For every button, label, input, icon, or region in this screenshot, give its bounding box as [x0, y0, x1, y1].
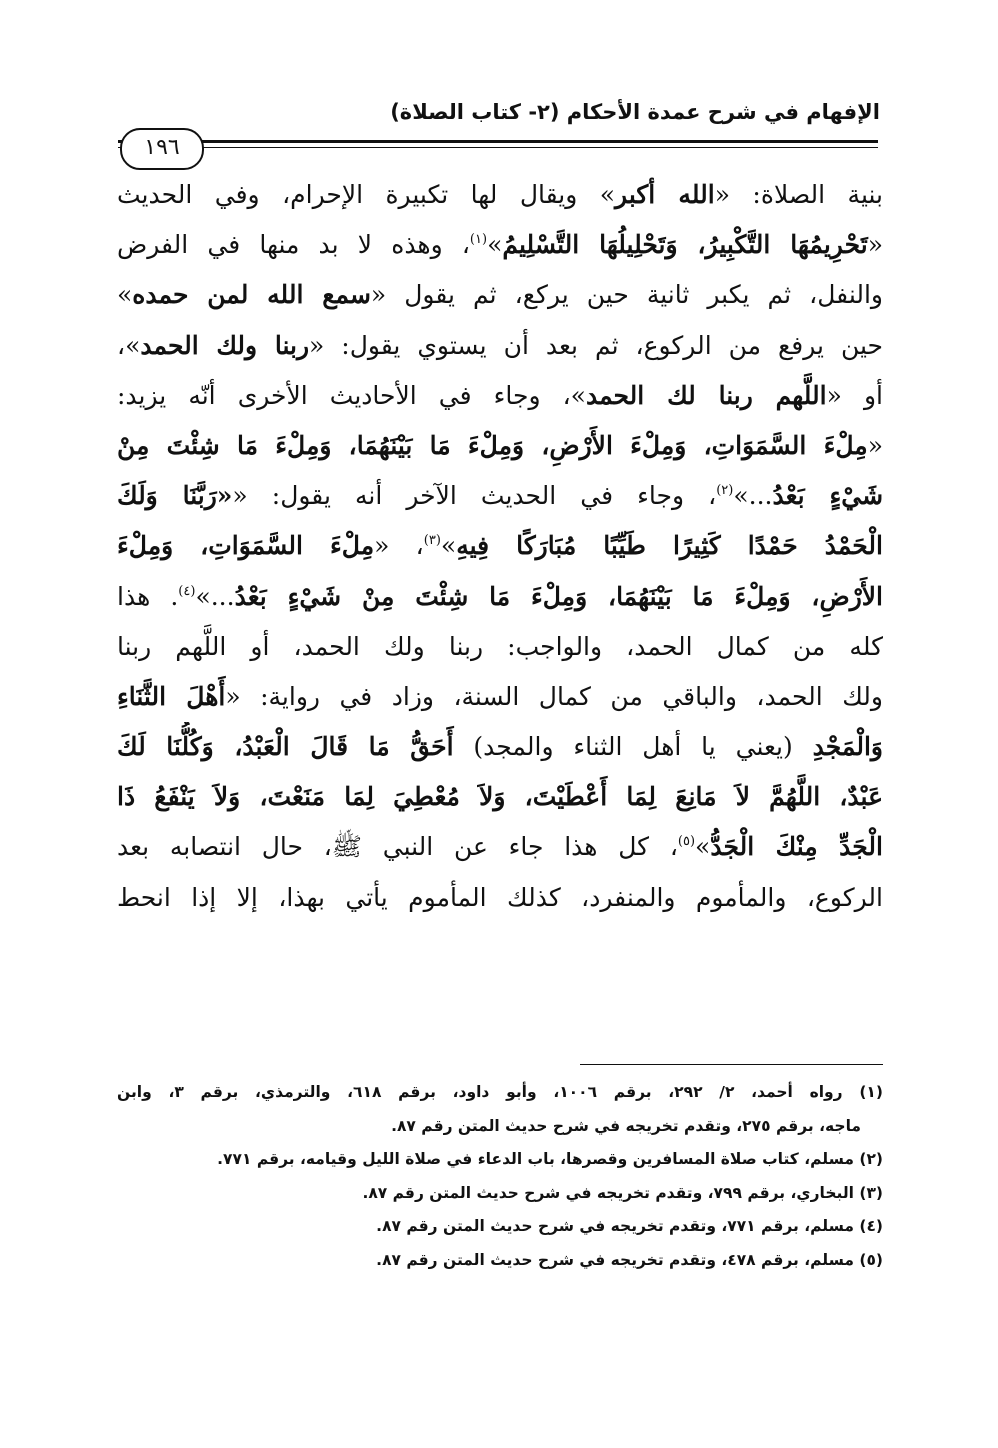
hadith-quote: تَحْرِيمُهَا التَّكْبِيرُ، وَتَحْلِيلُهَا التَّسْلِيمُ — [502, 230, 868, 260]
hadith-quote: مِلْءَ السَّمَوَاتِ، وَمِلْءَ — [117, 531, 375, 561]
footnote-4: (٤) مسلم، برقم ٧٧١، وتقدم تخريجه في شرح حديث المتن رقم ٨٧. — [376, 1217, 883, 1235]
hadith-quote: شَيْءٍ بَعْدُ — [772, 481, 883, 511]
text-line-10: كله من كمال الحمد، والواجب: ربنا ولك الحمد، أو اللَّهم ربنا — [117, 631, 883, 661]
footnote-ref[interactable]: (٤) — [178, 583, 196, 599]
header-rule — [118, 140, 878, 143]
footnote-ref[interactable]: (٣) — [423, 533, 441, 549]
text-line-5: أو «اللَّهم ربنا لك الحمد»، وجاء في الأحاديث الأخرى أنّه يزيد: — [117, 380, 883, 410]
footnote-5: (٥) مسلم، برقم ٤٧٨، وتقدم تخريجه في شرح حديث المتن رقم ٨٧. — [376, 1250, 883, 1269]
text-line-6: «مِلْءَ السَّمَوَاتِ، وَمِلْءَ الأَرْضِ، وَمِلْءَ مَا بَيْنَهُمَا، وَمِلْءَ مَا شِئْتَ مِنْ — [117, 430, 883, 460]
footnote-3: (٣) البخاري، برقم ٧٩٩، وتقدم تخريجه في شرح حديث المتن رقم ٨٧. — [362, 1183, 883, 1202]
emphasis: سمع الله لمن حمده — [132, 280, 371, 310]
text-line-15: الركوع، والمأموم والمنفرد، كذلك المأموم يأتي بهذا، إلا إذا انحط — [117, 882, 883, 912]
footnote-1-continued: ماجه، برقم ٢٧٥، وتقدم تخريجه في شرح حديث المتن رقم ٨٧. — [391, 1116, 861, 1135]
footnote-2: (٢) مسلم، كتاب صلاة المسافرين وقصرها، باب الدعاء في صلاة الليل وقيامه، برقم ٧٧١. — [217, 1150, 883, 1168]
hadith-quote: الأَرْضِ، وَمِلْءَ مَا بَيْنَهُمَا، وَمِلْءَ مَا شِئْتَ مِنْ شَيْءٍ بَعْدُ — [234, 581, 883, 611]
body-text — [117, 170, 883, 923]
footnote-ref[interactable]: (٢) — [716, 483, 734, 499]
footnote-ref[interactable]: (٥) — [677, 834, 696, 850]
text-line-4: حين يرفع من الركوع، ثم بعد أن يستوي يقول: «ربنا ولك الحمد»، — [117, 330, 883, 360]
footnote-1: (١) رواه أحمد، ٢/ ٢٩٢، برقم ١٠٠٦، وأبو داود، برقم ٦١٨، والترمذي، برقم ٣، وابن — [117, 1083, 883, 1101]
hadith-quote: وَالْمَجْدِ — [812, 732, 883, 762]
text-line-11: ولك الحمد، والباقي من كمال السنة، وزاد في رواية: «أَهْلَ الثَّنَاءِ — [117, 681, 883, 711]
footnote-ref[interactable]: (١) — [469, 232, 488, 248]
text-line-14: الْجَدِّ مِنْكَ الْجَدُّ»$^{(٥)}$، كل هذا جاء عن النبي ﷺ، حال انتصابه بعد — [117, 832, 883, 862]
hadith-quote: أَحَقُّ مَا قَالَ الْعَبْدُ، وَكُلُّنَا لَكَ — [117, 732, 454, 762]
emphasis: الله أكبر — [615, 180, 715, 209]
footnotes — [117, 1076, 883, 1277]
header-rule-thin — [118, 147, 878, 148]
text-line-1: بنية الصلاة: «الله أكبر» ويقال لها تكبيرة الإحرام، وفي الحديث — [117, 180, 883, 209]
emphasis: ربنا ولك الحمد — [140, 330, 310, 360]
page-number: ١٩٦ — [120, 128, 204, 170]
hadith-quote: الْجَدِّ مِنْكَ الْجَدُّ — [710, 832, 883, 862]
footnote-separator — [580, 1064, 883, 1065]
text-line-2: «تَحْرِيمُهَا التَّكْبِيرُ، وَتَحْلِيلُهَا التَّسْلِيمُ»$^{(١)}$، وهذه لا بد منها في الفرض — [117, 230, 883, 260]
text-line-9: الأَرْضِ، وَمِلْءَ مَا بَيْنَهُمَا، وَمِلْءَ مَا شِئْتَ مِنْ شَيْءٍ بَعْدُ...»$^{(٤)}$. هذا — [117, 581, 883, 611]
hadith-quote: عَبْدٌ، اللَّهُمَّ لاَ مَانِعَ لِمَا أَعْطَيْتَ، وَلاَ مُعْطِيَ لِمَا مَنَعْتَ، وَلاَ يَنْفَعُ ذَا — [117, 782, 883, 812]
hadith-quote: «رَبَّنَا وَلَكَ — [117, 481, 233, 511]
hadith-quote: أَهْلَ الثَّنَاءِ — [117, 681, 226, 711]
text-line-8: الْحَمْدُ حَمْدًا كَثِيرًا طَيِّبًا مُبَارَكًا فِيهِ»$^{(٣)}$، «مِلْءَ السَّمَوَاتِ، وَمِلْءَ — [117, 531, 883, 561]
text-line-3: والنفل، ثم يكبر ثانية حين يركع، ثم يقول «سمع الله لمن حمده» — [117, 280, 883, 310]
hadith-quote: مِلْءَ السَّمَوَاتِ، وَمِلْءَ الأَرْضِ، وَمِلْءَ مَا بَيْنَهُمَا، وَمِلْءَ مَا شِئْتَ مِنْ — [117, 430, 868, 460]
text-line-12: وَالْمَجْدِ (يعني يا أهل الثناء والمجد) أَحَقُّ مَا قَالَ الْعَبْدُ، وَكُلُّنَا لَكَ — [117, 732, 883, 762]
text-line-7: شَيْءٍ بَعْدُ...»$^{(٢)}$، وجاء في الحديث الآخر أنه يقول: ««رَبَّنَا وَلَكَ — [117, 481, 883, 511]
running-title: الإفهام في شرح عمدة الأحكام (٢- كتاب الصلاة) — [390, 100, 880, 124]
hadith-quote: الْحَمْدُ حَمْدًا كَثِيرًا طَيِّبًا مُبَارَكًا فِيهِ — [456, 531, 883, 561]
text-line-13 — [117, 772, 883, 822]
emphasis: اللَّهم ربنا لك الحمد — [585, 380, 827, 410]
